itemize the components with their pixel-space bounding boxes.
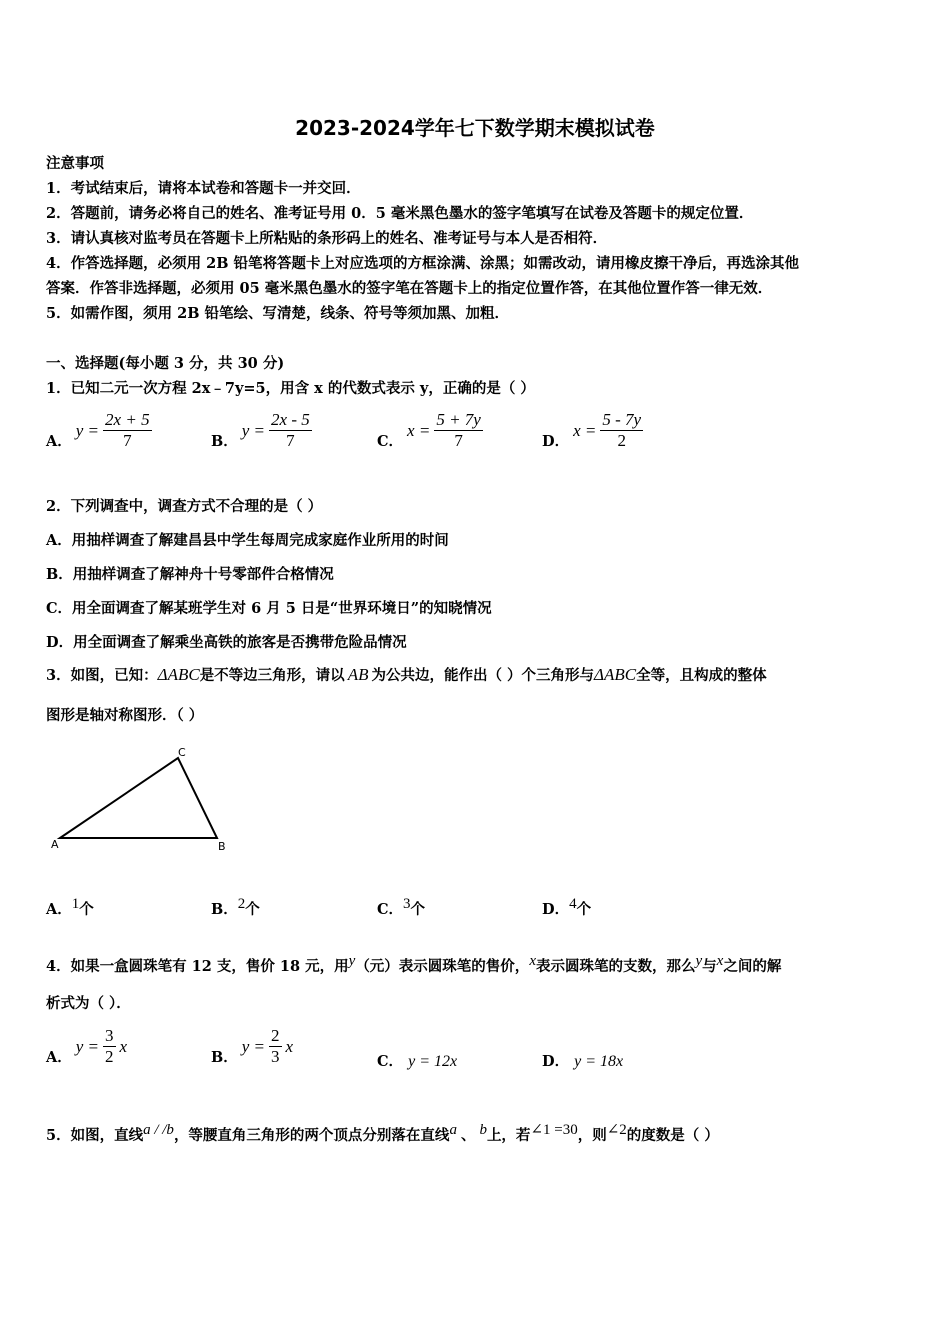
- q2-option-d[interactable]: D．用全面调查了解乘坐高铁的旅客是否携带危险品情况: [46, 634, 407, 651]
- page-title: 2023-2024学年七下数学期末模拟试卷: [295, 116, 655, 140]
- q3-text: 为公共边，能作出（ ）个三角形与: [371, 667, 595, 684]
- fraction-denominator: 7: [454, 431, 463, 450]
- fraction: [434, 410, 483, 451]
- option-label: B．: [211, 1049, 238, 1066]
- option-label: C．: [377, 900, 404, 918]
- vertex-c-label: C: [178, 746, 186, 759]
- math-rhs: x: [285, 1036, 294, 1056]
- q5-angle-1: ∠1 =30: [530, 1122, 578, 1138]
- question-4-stem-line2: 析式为（ ）．: [46, 995, 131, 1012]
- q5-parallel-lines: a / /b: [143, 1122, 174, 1138]
- q3-option-c[interactable]: [377, 896, 425, 919]
- notice-item: 2．答题前，请务必将自己的姓名、准考证号用 0．5 毫米黑色墨水的签字笔填写在试卷及答题卡的规定位置．: [46, 205, 754, 222]
- q4-variable: x: [529, 953, 536, 969]
- q3-triangle-symbol: ΔABC: [594, 665, 637, 684]
- option-label: D．: [542, 433, 570, 450]
- fraction-numerator: 5 - 7y: [602, 410, 642, 429]
- q4-text: 表示圆珠笔的支数，那么: [535, 957, 696, 975]
- notice-item: 1．考试结束后，请将本试卷和答题卡一并交回．: [46, 180, 361, 197]
- q4-option-a[interactable]: [46, 1026, 127, 1067]
- notice-heading: 注意事项: [46, 155, 104, 172]
- q5-text: 5．如图，直线: [46, 1126, 144, 1144]
- fraction-numerator: 5 + 7y: [436, 410, 481, 429]
- q4-text: 之间的解: [723, 957, 782, 975]
- q5-line-b: b: [479, 1122, 487, 1138]
- option-label: C．: [377, 433, 404, 450]
- option-number: 3: [403, 896, 411, 912]
- q4-text: 与: [702, 957, 717, 975]
- q4-variable: y: [695, 953, 703, 969]
- option-label: C．: [377, 1053, 404, 1070]
- option-unit: 个: [576, 900, 592, 918]
- q4-variable: y: [348, 953, 356, 969]
- q5-text: ，则: [577, 1126, 607, 1144]
- q2-option-c[interactable]: C．用全面调查了解某班学生对 6 月 5 日是“世界环境日”的知晓情况: [46, 600, 492, 617]
- question-1-stem: 1．已知二元一次方程 2x﹣7y=5，用含 x 的代数式表示 y，正确的是（ ）: [46, 380, 535, 397]
- section-heading: 一、选择题(每小题 3 分，共 30 分): [46, 355, 285, 372]
- q3-triangle-symbol: ΔABC: [157, 665, 200, 684]
- option-unit: 个: [410, 900, 426, 918]
- q3-text: 全等，且构成的整体: [636, 667, 767, 684]
- option-number: 1: [71, 896, 80, 912]
- math-lhs: y =: [241, 420, 266, 440]
- notice-item: 5．如需作图，须用 2B 铅笔绘、写清楚，线条、符号等须加黑、加粗．: [46, 305, 510, 322]
- math-expression: y = 12x: [408, 1053, 458, 1070]
- fraction: [600, 410, 643, 451]
- question-5-stem: [46, 1120, 719, 1145]
- q1-option-a[interactable]: [46, 410, 152, 451]
- question-3-stem: [46, 664, 767, 685]
- q3-text: 3．如图，已知：: [46, 667, 158, 684]
- fraction: [103, 410, 152, 451]
- question-2-stem: 2．下列调查中，调查方式不合理的是（ ）: [46, 498, 323, 515]
- triangle-figure: [40, 740, 240, 860]
- option-label: B．: [211, 900, 238, 918]
- q1-option-b[interactable]: [211, 410, 312, 451]
- option-label: A．: [46, 1049, 72, 1066]
- q4-text: 4．如果一盒圆珠笔有 12 支，售价 18 元，用: [46, 957, 349, 975]
- math-expression: y = 18x: [574, 1053, 624, 1070]
- notice-item: 4．作答选择题，必须用 2B 铅笔将答题卡上对应选项的方框涂满、涂黑；如需改动，请用橡皮擦干净后，再选涂其他: [46, 255, 800, 272]
- question-4-stem: [46, 953, 781, 976]
- q5-angle-2: ∠2: [606, 1122, 627, 1138]
- question-3-stem-line2: 图形是轴对称图形．（ ）: [46, 707, 204, 724]
- q4-text: （元）表示圆珠笔的售价，: [355, 957, 530, 975]
- option-number: 2: [237, 896, 246, 912]
- q4-option-d[interactable]: [542, 1050, 623, 1071]
- q3-text: 是不等边三角形，请以: [199, 667, 345, 684]
- triangle-abc: [60, 758, 217, 838]
- option-unit: 个: [79, 900, 94, 918]
- math-lhs: x =: [407, 420, 431, 440]
- math-rhs: x: [119, 1036, 128, 1056]
- vertex-b-label: B: [218, 840, 226, 853]
- math-lhs: x =: [573, 420, 597, 440]
- q5-line-a: a: [449, 1122, 457, 1138]
- q4-option-b[interactable]: [211, 1026, 293, 1067]
- option-label: A．: [46, 900, 72, 918]
- q4-variable: x: [716, 953, 724, 969]
- q5-text: 的度数是（ ）: [626, 1126, 719, 1144]
- fraction: [269, 1026, 282, 1067]
- q5-text: 上，若: [486, 1126, 531, 1144]
- math-lhs: y =: [75, 1036, 100, 1056]
- q2-option-a[interactable]: A．用抽样调查了解建昌县中学生每周完成家庭作业所用的时间: [46, 532, 449, 549]
- fraction-numerator: 2x - 5: [271, 410, 310, 429]
- vertex-a-label: A: [51, 838, 59, 851]
- fraction-numerator: 2: [271, 1026, 280, 1045]
- option-label: D．: [542, 900, 570, 918]
- fraction-numerator: 2x + 5: [105, 410, 150, 429]
- q3-option-a[interactable]: [46, 896, 94, 919]
- fraction-numerator: 3: [105, 1026, 114, 1045]
- option-label: B．: [211, 433, 238, 450]
- q4-option-c[interactable]: [377, 1050, 457, 1071]
- q1-option-d[interactable]: [542, 410, 643, 451]
- q5-text: 、: [460, 1126, 476, 1144]
- q5-text: ，等腰直角三角形的两个顶点分别落在直线: [173, 1126, 450, 1144]
- fraction-denominator: 3: [271, 1047, 280, 1066]
- q3-option-d[interactable]: [542, 896, 591, 919]
- q2-option-b[interactable]: B．用抽样调查了解神舟十号零部件合格情况: [46, 566, 334, 583]
- fraction: [269, 410, 312, 451]
- fraction-denominator: 2: [105, 1047, 114, 1066]
- option-unit: 个: [245, 900, 260, 918]
- q1-option-c[interactable]: [377, 410, 483, 451]
- fraction-denominator: 7: [123, 431, 132, 450]
- notice-item: 答案．作答非选择题，必须用 05 毫米黑色墨水的签字笔在答题卡上的指定位置作答，在其他位置作答一律无效．: [46, 280, 773, 297]
- option-label: D．: [542, 1053, 570, 1070]
- option-label: A．: [46, 433, 72, 450]
- option-number: 4: [569, 896, 577, 912]
- fraction: [103, 1026, 116, 1067]
- q3-option-b[interactable]: [211, 896, 260, 919]
- math-lhs: y =: [75, 420, 100, 440]
- q3-segment-symbol: AB: [347, 665, 369, 684]
- notice-item: 3．请认真核对监考员在答题卡上所粘贴的条形码上的姓名、准考证号与本人是否相符．: [46, 230, 608, 247]
- math-lhs: y =: [241, 1036, 266, 1056]
- fraction-denominator: 7: [286, 431, 295, 450]
- fraction-denominator: 2: [617, 431, 626, 450]
